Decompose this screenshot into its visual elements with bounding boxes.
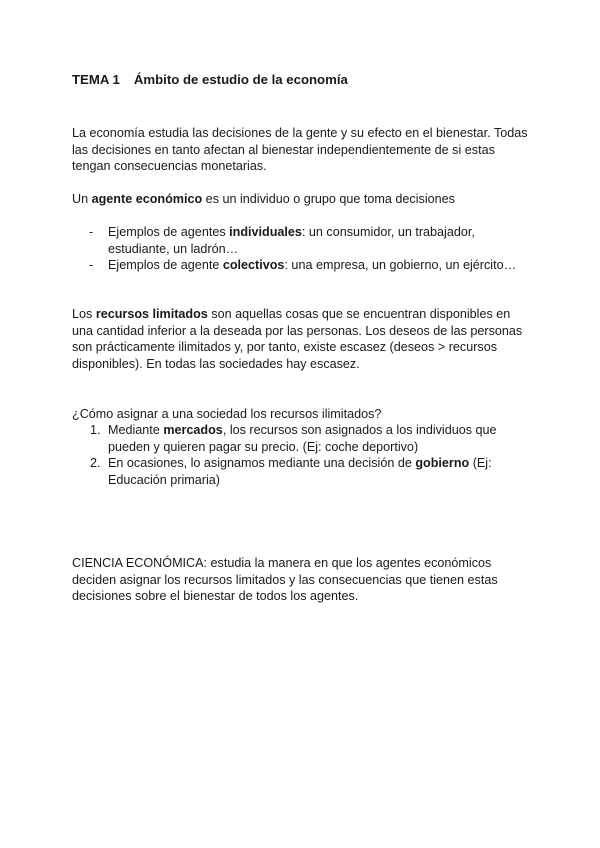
agent-definition: Un agente económico es un individuo o grupo que toma decisiones	[72, 192, 455, 206]
agent-examples-list	[72, 224, 532, 274]
resources-paragraph: Los recursos limitados son aquellas cosas que se encuentran disponibles en una cantidad inferior a la deseada por las personas. Los deseos de las personas son prácticamente ilimitados y, por tanto, existe escasez (deseos > recursos disponibles). En todas las sociedades hay escasez.	[72, 307, 523, 371]
resources-term: recursos limitados	[95, 307, 208, 321]
title-number: TEMA 1	[72, 72, 120, 87]
definition-paragraph: CIENCIA ECONÓMICA: estudia la manera en que los agentes económicos deciden asignar los recursos limitados y las consecuencias que tienen estas decisiones sobre el bienestar de todos los agentes.	[72, 556, 498, 603]
allocation-question: ¿Cómo asignar a una sociedad los recursos ilimitados?	[72, 407, 382, 421]
title-text: Ámbito de estudio de la economía	[133, 72, 348, 87]
allocation-list	[72, 422, 532, 488]
list-item: - Ejemplos de agente colectivos: una empresa, un gobierno, un ejército…	[89, 258, 517, 272]
list-item: 1. Mediante mercados, los recursos son asignados a los individuos que pueden y quieren pagar su precio. (Ej: coche deportivo)	[90, 423, 497, 454]
list-item: 2. En ocasiones, lo asignamos mediante una decisión de gobierno (Ej: Educación primaria)	[90, 456, 492, 487]
list-item: - Ejemplos de agentes individuales: un consumidor, un trabajador, estudiante, un ladrón…	[89, 225, 475, 256]
agent-term: agente económico	[91, 192, 203, 206]
page-title	[72, 72, 348, 87]
intro-paragraph: La economía estudia las decisiones de la gente y su efecto en el bienestar. Todas las decisiones en tanto afectan al bienestar independientemente de si estas tengan consecuencias monetarias.	[72, 126, 528, 173]
